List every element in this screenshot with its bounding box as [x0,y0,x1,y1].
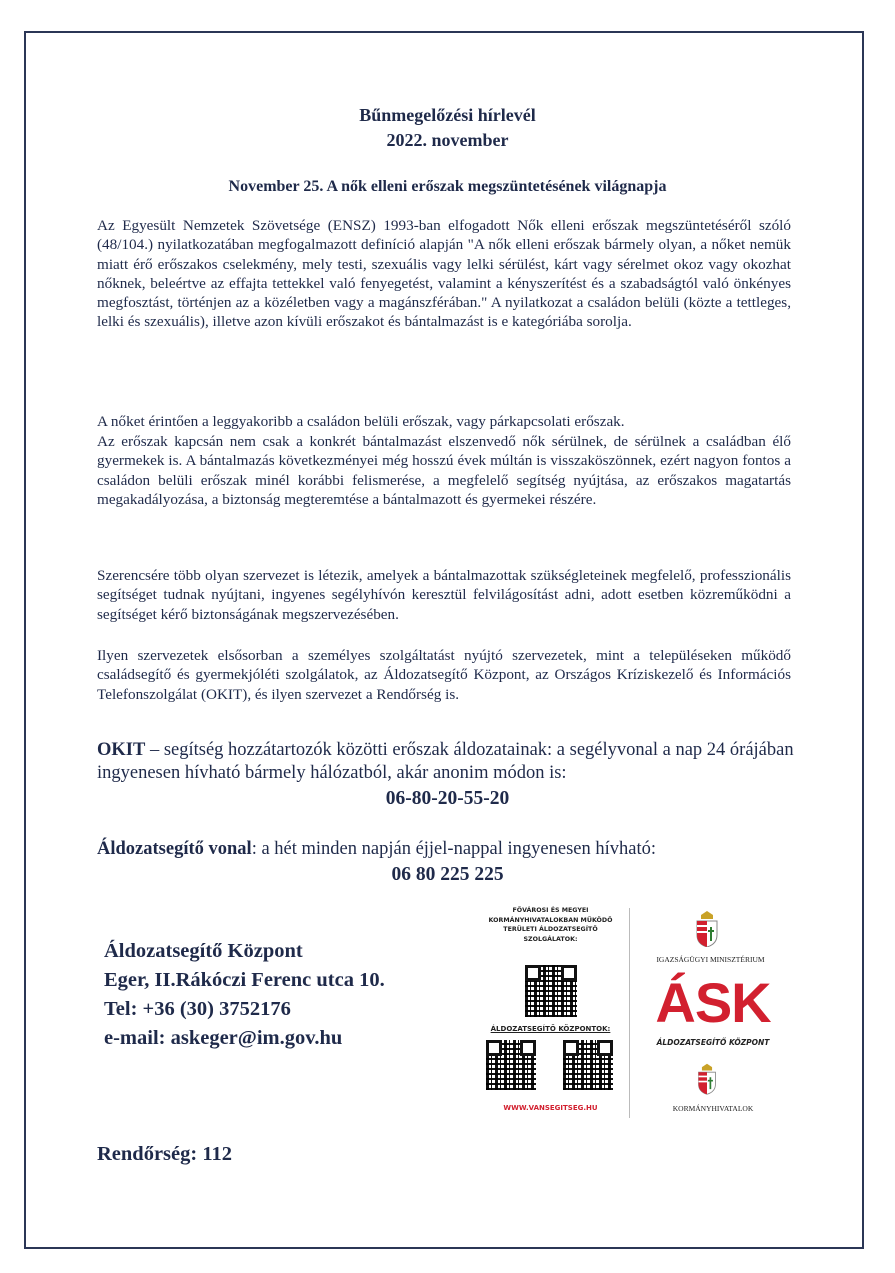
okit-text: – segítség hozzátartozók közötti erőszak áldozatainak: a segélyvonal a nap 24 órájában ingyenesen hívható bármely hálózatból, akár anonim módon is: [97,740,794,783]
contact-tel: Tel: +36 (30) 3752176 [104,998,291,1020]
qr-code-center-1 [486,1040,536,1090]
qr-code-regional [525,965,577,1017]
ask-logo: ÁSK [655,971,771,1034]
ask-subtitle: ÁLDOZATSEGÍTŐ KÖZPONT [656,1038,770,1047]
paragraph-children: Az erőszak kapcsán nem csak a konkrét bántalmazást elszenvedő nők sérülnek, de sérülnek a családban élő gyermekek is. A bántalmazás következményei még hosszú évek múltán is visszaköszönnek, ezért nagyon fontos a családon belüli erőszak minél korábbi felismerése, a megfelelő segítség nyújtása, az erőszakos magatartás megakadályozása, a biztonság megteremtése a bántalmazott és gyermekei részére. [97,433,791,508]
police-number: Rendőrség: 112 [97,1143,232,1165]
newsletter-date: 2022. november [386,130,509,150]
okit-label: OKIT [97,740,146,760]
victim-line-text: : a hét minden napján éjjel-nappal ingyenesen hívható: [251,839,656,859]
logo-panel [473,903,793,1125]
qr-code-center-2 [563,1040,613,1090]
victim-line-phone: 06 80 225 225 [391,864,504,885]
paragraph-organizations: Szerencsére több olyan szervezet is létezik, amelyek a bántalmazottak szükségleteinek megfelelő, professzionális segítséget tudnak nyújtani, ingyenes segélyhívón keresztül felvilágosítást adni, adott esetben közreműködni a segítséget kérő biztonságának megszervezésében. [97,567,791,623]
coat-of-arms-small-icon [696,1063,718,1095]
okit-description [97,739,797,785]
logo-divider [629,908,630,1118]
contact-block [104,937,385,1053]
paragraph-most-common: A nőket érintően a leggyakoribb a családon belüli erőszak, vagy párkapcsolati erőszak. [97,413,625,430]
paragraph-un-definition: Az Egyesült Nemzetek Szövetsége (ENSZ) 1993-ban elfogadott Nők elleni erőszak megszüntetéséről szóló (48/104.) nyilatkozatában megfogalmazott definíció alapján "A nők elleni erőszak bármely olyan, a nőket nemük miatt érő erőszakos cselekmény, mely testi, szexuális vagy lelki sérülést, kárt vagy sérelmet okoz vagy okozhat nőknek, beleértve az effajta tettekkel való fenyegetést, valamint a kényszerítést és a szabadságtól való önkényes megfosztást, történjen az a közéletben vagy a magánszférában." A nyilatkozat a családon belüli (közte a tettleges, lelki és szexuális), illetve azon kívüli erőszakot és bántalmazást is e kategóriába sorolja. [97,217,791,331]
victim-line-label: Áldozatsegítő vonal [97,839,252,859]
section-heading: November 25. A nők elleni erőszak megszüntetésének világnapja [228,178,667,195]
contact-email: e-mail: askeger@im.gov.hu [104,1027,343,1049]
victim-line-description [97,838,797,861]
contact-name: Áldozatsegítő Központ [104,940,303,962]
government-offices: KORMÁNYHIVATALOK [672,1104,754,1113]
newsletter-title: Bűnmegelőzési hírlevél [359,105,536,125]
okit-phone: 06-80-20-55-20 [385,788,510,809]
qr-caption-centers: ÁLDOZATSEGÍTŐ KÖZPONTOK: [490,1025,611,1033]
coat-of-arms-icon [694,911,720,947]
website-url: WWW.VANSEGITSEG.HU [503,1104,598,1112]
ministry-name: IGAZSÁGÜGYI MINISZTÉRIUM [656,955,765,964]
paragraph-services: Ilyen szervezetek elsősorban a személyes szolgáltatást nyújtó szervezetek, mint a településeken működő családsegítő és gyermekjóléti szolgálatok, az Áldozatsegítő Központ, az Országos Kríziskezelő és Információs Telefonszolgálat (OKIT), és ilyen szervezet a Rendőrség is. [97,647,791,703]
contact-address: Eger, II.Rákóczi Ferenc utca 10. [104,969,385,991]
qr-caption-regional: FŐVÁROSI ÉS MEGYEI KORMÁNYHIVATALOKBAN MŰKÖDŐ TERÜLETI ÁLDOZATSEGÍTŐ SZOLGÁLATOK: [488,907,613,943]
